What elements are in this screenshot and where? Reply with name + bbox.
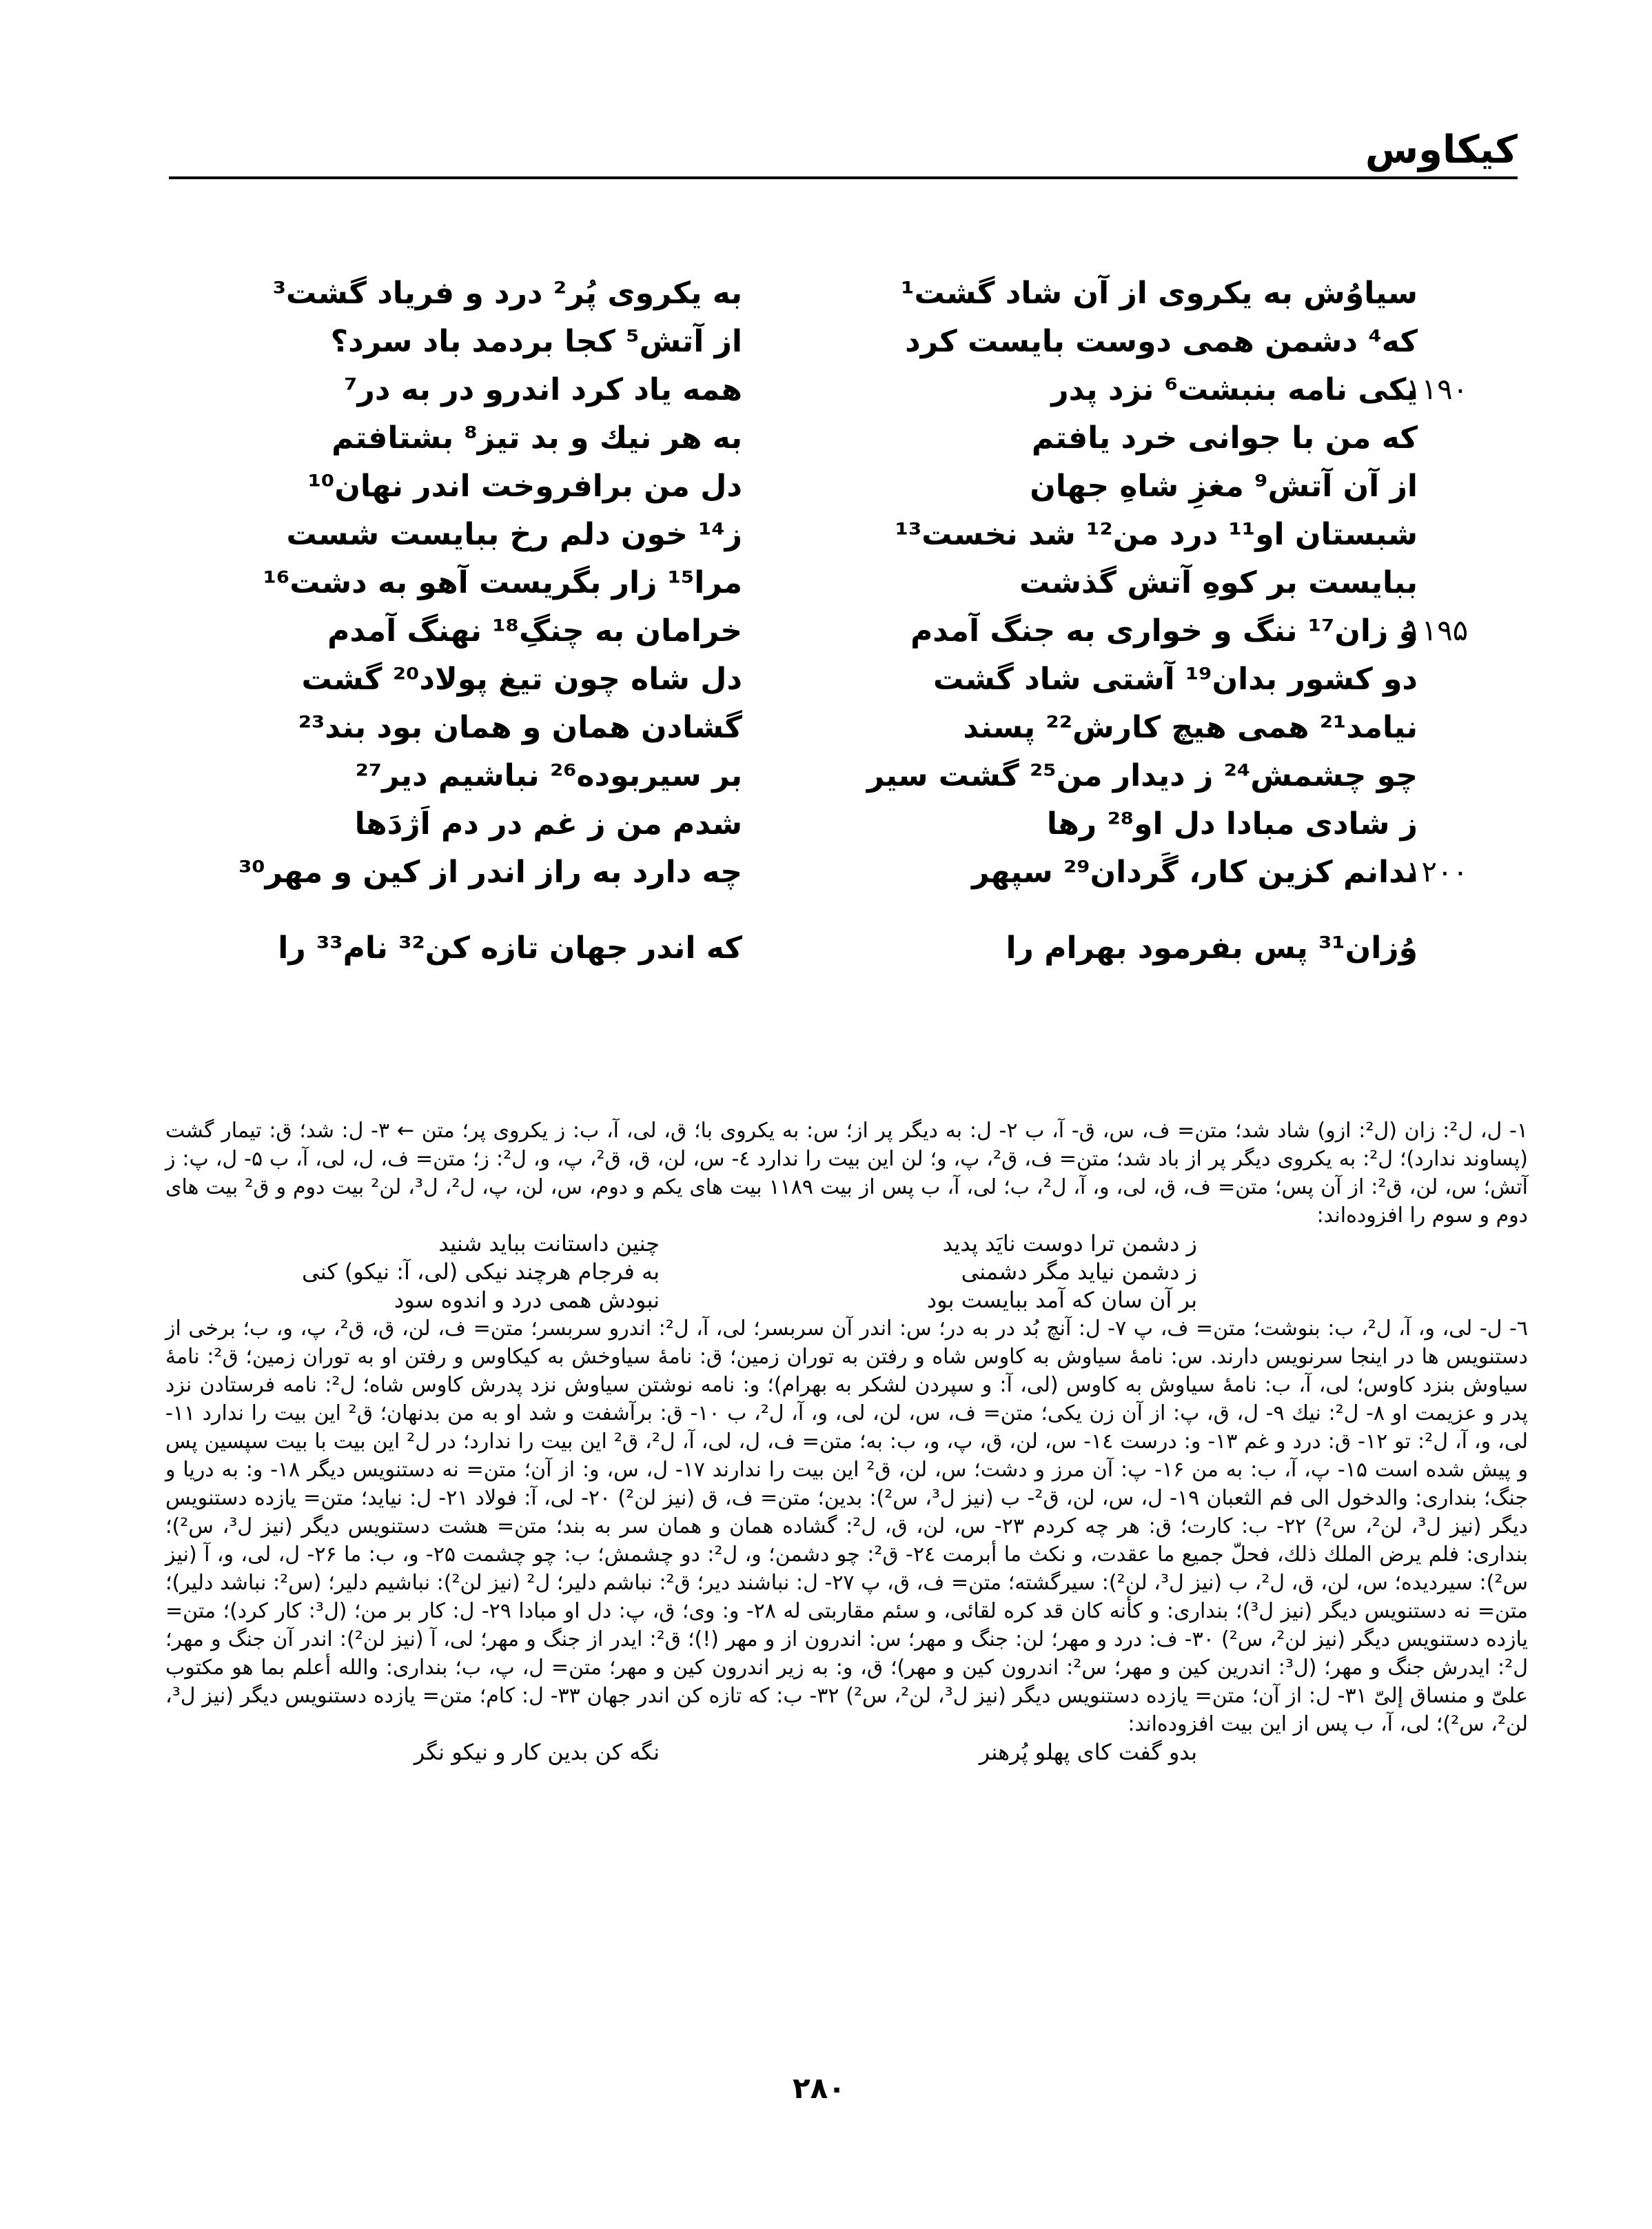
hemistich-first: ز شادی مبادا دل او²⁸ رها — [1046, 806, 1418, 842]
hemistich-second: از آتش⁵ کجا بردمد باد سرد؟ — [330, 324, 742, 359]
verse-row — [0, 276, 1652, 324]
verse-row — [0, 517, 1652, 565]
added-hemistich-first: بر آن سان که آمد ببایست بود — [926, 1287, 1197, 1313]
hemistich-first: از آن آتش⁹ مغزِ شاهِ جهان — [1030, 469, 1418, 504]
verse-number: ۱۲۰۰ — [1406, 855, 1469, 888]
verse-number: ۱۱۹۵ — [1406, 613, 1469, 647]
verse-row — [0, 613, 1652, 662]
footnote-paragraph: ٦- ل- لی، و، آ، ل²، ب: بنوشت؛ متن= ف، پ ۷- ل: آنچ بُد در به در؛ س: اندر آن سربسر؛ لی، آ، ل²: اندرو سربسر؛ متن= ف، لن، ق، ق²، پ، و، ب؛ برخی از دستنویس ها در اینجا سرنویس دارند. س: نامهٔ سیاوش به کاوس شاه و رفتن به توران زمین؛ ق: نامهٔ سیاوخش به کیکاوس و رفتن او به توران زمین؛ ق²: نامهٔ سیاوش بنزد کاوس؛ لی، آ، ب: نامهٔ سیاوش به کاوس (لی، آ: و سپردن لشکر به بهرام)؛ و: نامه نوشتن سیاوش نزد پدرش کاوس شاه؛ ل²: نامه فرستادن نزد پدر و عزیمت او ۸- ل²: نیك ۹- ل، ق، پ: از آن زن یکی؛ متن= ف، س، لن، لی، و، آ، ل²، ب ۱۰- ق: برآشفت و شد او به من بدنهان؛ ق² این بیت را ندارد ۱۱- لی، و، آ، ل²: تو ۱۲- ق: درد و غم ۱۳- و: درست ١٤- س، لن، ق، پ، و، ب: به؛ متن= ف، ل، لی، آ، ل²، ق² این بیت را ندارد؛ در ل² این بیت با بیت سپسین پس و پیش شده است ۱۵- پ، آ، ب: به من ۱۶- پ: آن مرز و دشت؛ س، لن، ق² این بیت را ندارند ۱۷- ل، س، و: از آن؛ متن= نه دستنویس دیگر ۱۸- و: به دریا و جنگ؛ بنداری: والدخول الی فم الثعبان ۱۹- ل، س، لن، ق²- ب (نیز ل³، س²): بدین؛ متن= ف، ق (نیز لن²) ۲۰- لی، آ: فولاد ۲۱- ل: نیاید؛ متن= یازده دستنویس دیگر (نیز ل³، لن²، س²) ۲۲- ب: کارت؛ ق: هر چه کردم ۲۳- س، لن، ق، ل²: گشاده همان و همان سر به بند؛ متن= هشت دستنویس دیگر (نیز ل³، س²)؛ بنداری: فلم یرض الملك ذلك، فحلّ جمیع ما عقدت، و نکث ما أبرمت ٢٤- ق²: چو دشمن؛ و، ل²: دو چشمش؛ ب: چو چشمت ۲۵- و، ب: ما ۲۶- ل، لی، و، آ (نیز س²): سیردیده؛ س، لن، ق، ل²، ب (نیز ل³، لن²): سیرگشته؛ متن= ف، ق، پ ۲۷- ل: نباشند دیر؛ ق²: نباشم دلیر؛ ل² (نیز لن²): نباشیم دلیر؛ (س²: نباشد دلیر)؛ متن= نه دستنویس دیگر (نیز ل³)؛ بنداری: و کأنه کان قد کره لقائی، و سئم مقاربتی له ۲۸- و: وی؛ ق، پ: دل او مبادا ۲۹- ل: کار بر من؛ (ل³: کار کرد)؛ متن= یازده دستنویس دیگر (نیز لن²، س²) ۳۰- ف: درد و مهر؛ لن: جنگ و مهر؛ س: اندرون از و مهر (!)؛ ق²: ایدر از جنگ و مهر؛ لی، آ (نیز لن²): اندر آن جنگ و مهر؛ ل²: ایدرش جنگ و مهر؛ (ل³: اندرین کین و مهر؛ س²: اندرون کین و مهر)؛ ق، و: به زیر اندرون کین و مهر؛ متن= ل، پ، ب؛ بنداری: والله أعلم بما هو مکتوب علیّ و منساق إلیّ ۳۱- ل: از آن؛ متن= یازده دستنویس دیگر (نیز ل³، لن²، س²) ۳۲- ب: که تازه کن اندر جهان ۳۳- ل: کام؛ متن= یازده دستنویس دیگر (نیز ل³، لن²، س²)؛ لی، آ، ب پس از این بیت افزوده‌اند: — [165, 1316, 1529, 1736]
hemistich-second: ز¹⁴ خون دلم رخ ببایست شست — [286, 517, 742, 552]
added-verse — [218, 1258, 1197, 1286]
hemistich-first: دو کشور بدان¹⁹ آشتی شاد گشت — [932, 662, 1418, 697]
verse-number: ۱۱۹۰ — [1406, 372, 1469, 406]
added-verse — [218, 1230, 1197, 1258]
verse-row — [0, 855, 1652, 903]
verse-row — [0, 372, 1652, 420]
verse-row — [0, 758, 1652, 806]
verse-row — [0, 662, 1652, 710]
hemistich-second: به هر نیك و بد تیز⁸ بشتافتم — [332, 420, 742, 456]
header-rule — [169, 176, 1518, 179]
hemistich-first: ندانم کزین کار، گَردان²⁹ سپهر — [972, 855, 1418, 890]
footnote-paragraph: ۱- ل، ل²: زان (ل²: ازو) شاد شد؛ متن= ف، س، ق- آ، ب ۲- ل: به دیگر پر از؛ س: به یکروی با؛ ق، لی، آ، ب: ز یکروی پر؛ متن ← ۳- ل: شد؛ ق: تیمار گشت (پساوند ندارد)؛ ل²: به یکروی دیگر پر از باد شد؛ متن= ف، ق²، پ، و؛ لن این بیت را ندارد ٤- س، لن، ق، ق²، پ، و، ل²: ز؛ متن= ف، ل، لی، آ، ب ۵- ل، پ: ز آتش؛ س، لن، ق²: از آن پس؛ متن= ف، ق، لی، و، آ، ل²، ب؛ لی، آ، ب پس از بیت ۱۱۸۹ بیت های یکم و دوم، س، لن، پ، ل²، ل³، لن² بیت دوم و ق² بیت های دوم و سوم را افزوده‌اند: — [165, 1119, 1528, 1228]
verse-row — [0, 469, 1652, 517]
hemistich-first: یکی نامه بنبشت⁶ نزد پدر — [1051, 372, 1418, 407]
hemistich-first: وُزان³¹ پس بفرمود بهرام را — [1006, 930, 1418, 966]
hemistich-first: نیامد²¹ همی هیچ کارش²² پسند — [963, 710, 1418, 745]
verse-row — [0, 930, 1652, 979]
hemistich-second: شدم من ز غم در دم اَژدَها — [354, 806, 742, 842]
added-hemistich-first: بدو گفت کای پهلو پُرهنر — [979, 1739, 1197, 1765]
verse-row — [0, 324, 1652, 372]
verse-row — [0, 420, 1652, 469]
critical-apparatus — [165, 1117, 1528, 1767]
verse-row — [0, 710, 1652, 758]
added-hemistich-second: نبودش همی درد و اندوه سود — [394, 1287, 660, 1313]
hemistich-second: دل شاه چون تیغ پولاد²⁰ گشت — [301, 662, 742, 697]
verse-block — [0, 276, 1652, 979]
added-hemistich-first: ز دشمن ترا دوست نایَد پدید — [942, 1230, 1197, 1256]
hemistich-first: که⁴ دشمن همی دوست بایست کرد — [905, 324, 1418, 359]
added-hemistich-second: به فرجام هرچند نیکی (لی، آ: نیکو) کنی — [302, 1259, 660, 1285]
hemistich-second: به یکروی پُر² درد و فریاد گشت³ — [272, 276, 742, 311]
hemistich-second: مرا¹⁵ زار بگریست آهو به دشت¹⁶ — [263, 565, 742, 600]
verse-row — [0, 565, 1652, 613]
added-verse — [218, 1286, 1197, 1314]
hemistich-second: بر سیربوده²⁶ نباشیم دیر²⁷ — [355, 758, 742, 793]
hemistich-first: وُ زان¹⁷ ننگ و خواری به جنگ آمدم — [910, 613, 1418, 649]
hemistich-first: که من با جوانی خرد یافتم — [1031, 420, 1418, 456]
hemistich-first: ببایست بر کوهِ آتش گذشت — [1019, 565, 1418, 600]
hemistich-first: شبستان او¹¹ درد من¹² شد نخست¹³ — [895, 517, 1418, 552]
added-hemistich-first: ز دشمن نیاید مگر دشمنی — [961, 1259, 1197, 1285]
hemistich-second: دل من برافروخت اندر نهان¹⁰ — [307, 469, 742, 504]
added-hemistich-second: نگه کن بدین کار و نیکو نگر — [414, 1739, 660, 1765]
hemistich-second: همه یاد کرد اندرو در به در⁷ — [344, 372, 742, 407]
running-title: کیکاوس — [1365, 128, 1518, 172]
added-hemistich-second: چنین داستانت بباید شنید — [438, 1230, 660, 1256]
hemistich-second: که اندر جهان تازه کن³² نام³³ را — [278, 930, 742, 966]
hemistich-second: گشادن همان و همان بود بند²³ — [298, 710, 742, 745]
hemistich-first: چو چشمش²⁴ ز دیدار من²⁵ گشت سیر — [866, 758, 1418, 793]
added-verse — [218, 1738, 1197, 1767]
page-number: ۲۸۰ — [793, 2071, 846, 2105]
hemistich-second: خرامان به چنگِ¹⁸ نهنگ آمدم — [327, 613, 742, 649]
hemistich-first: سیاوُش به یکروی از آن شاد گشت¹ — [901, 276, 1418, 311]
hemistich-second: چه دارد به راز اندر از کین و مهر³⁰ — [238, 855, 742, 890]
verse-row — [0, 806, 1652, 855]
